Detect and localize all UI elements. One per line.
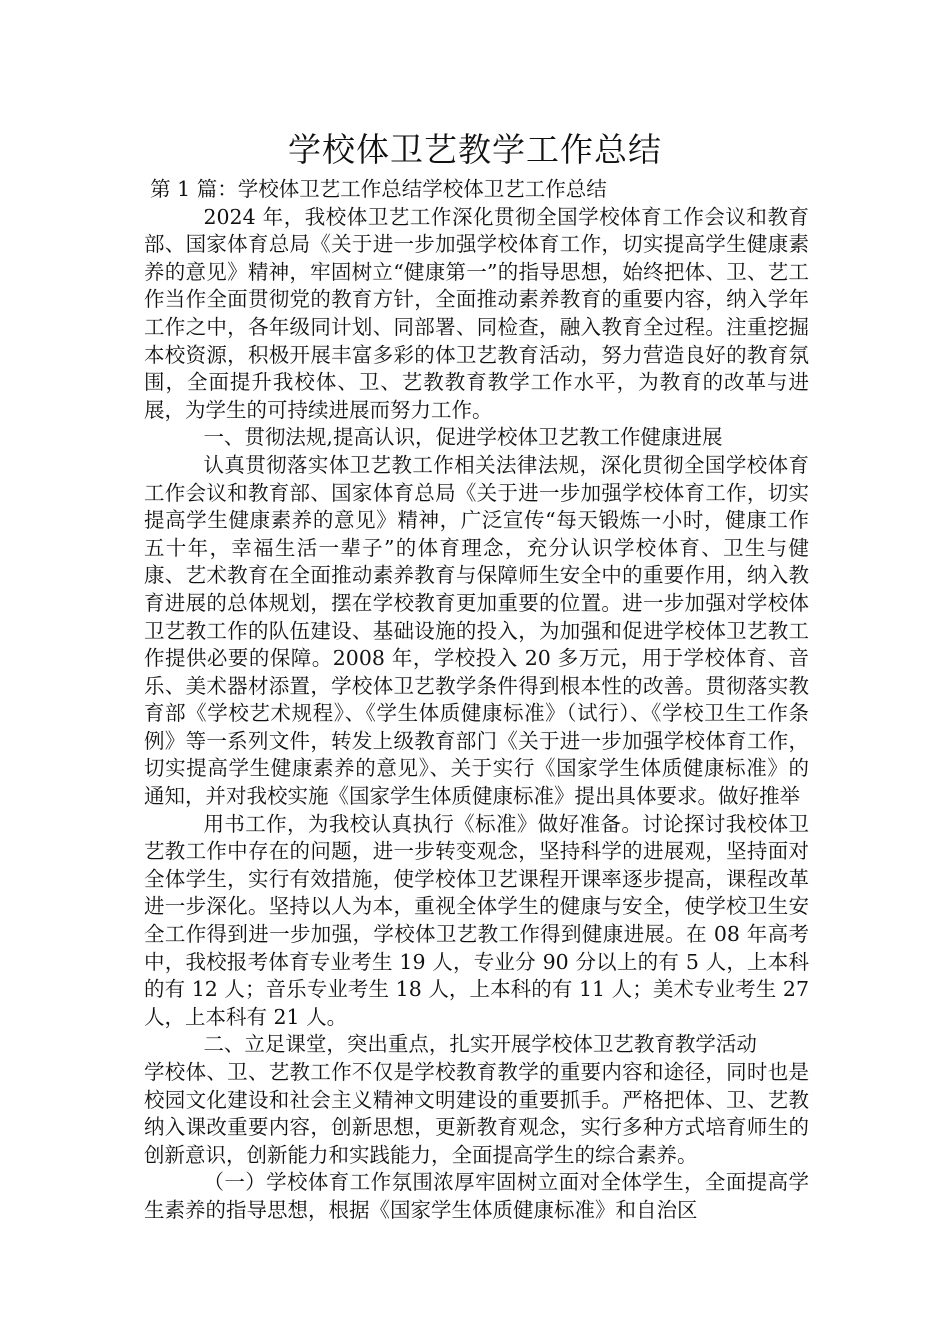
- subsection-1-paragraph: （一）学校体育工作氛围浓厚牢固树立面对全体学生，全面提高学生素养的指导思想，根据《国家学生体质健康标准》和自治区: [144, 1170, 809, 1222]
- section-1-paragraph: 认真贯彻落实体卫艺教工作相关法律法规，深化贯彻全国学校体育工作会议和教育部、国家体育总局《关于进一步加强学校体育工作，切实提高学生健康素养的意见》精神，广泛宣传“每天锻炼一小时，健康工作五十年，幸福生活一辈子”的体育理念，充分认识学校体育、卫生与健康、艺术教育在全面推动素养教育与保障师生安全中的重要作用，纳入教育进展的总体规划，摆在学校教育更加重要的位置。进一步加强对学校体卫艺教工作的队伍建设、基础设施的投入，为加强和促进学校体卫艺教工作提供必要的保障。2008 年，学校投入 20 多万元，用于学校体育、音乐、美术器材添置，学校体卫艺教学条件得到根本性的改善。贯彻落实教育部《学校艺术规程》、《学生体质健康标准》（试行）、《学校卫生工作条例》等一系列文件，转发上级教育部门《关于进一步加强学校体育工作，切实提高学生健康素养的意见》、关于实行《国家学生体质健康标准》的通知，并对我校实施《国家学生体质健康标准》提出具体要求。做好推举: [144, 452, 809, 809]
- document-title: 学校体卫艺教学工作总结: [288, 130, 662, 169]
- section-heading-1: 一、贯彻法规,提高认识，促进学校体卫艺教工作健康进展: [203, 425, 723, 450]
- section-2-paragraph: 学校体、卫、艺教工作不仅是学校教育教学的重要内容和途径，同时也是校园文化建设和社会主义精神文明建设的重要抓手。严格把体、卫、艺教纳入课改重要内容，创新思想，更新教育观念，实行多种方式培育师生的创新意识，创新能力和实践能力，全面提高学生的综合素养。: [144, 1060, 809, 1167]
- intro-paragraph: 2024 年，我校体卫艺工作深化贯彻全国学校体育工作会议和教育部、国家体育总局《关于进一步加强学校体育工作，切实提高学生健康素养的意见》精神，牢固树立“健康第一”的指导思想，始终把体、卫、艺工作当作全面贯彻党的教育方针，全面推动素养教育的重要内容，纳入学年工作之中，各年级同计划、同部署、同检查，融入教育全过程。注重挖掘本校资源，积极开展丰富多彩的体卫艺教育活动，努力营造良好的教育氛围，全面提升我校体、卫、艺教教育教学工作水平，为教育的改革与进展，为学生的可持续进展而努力工作。: [144, 204, 809, 422]
- section-heading-2: 二、立足课堂，突出重点，扎实开展学校体卫艺教育教学活动: [203, 1032, 757, 1057]
- chapter-heading: 第 1 篇：学校体卫艺工作总结学校体卫艺工作总结: [150, 177, 607, 201]
- document-body: [144, 176, 809, 1225]
- section-1-paragraph-continued: 用书工作，为我校认真执行《标准》做好准备。讨论探讨我校体卫艺教工作中存在的问题，进一步转变观念，坚持科学的进展观，坚持面对全体学生，实行有效措施，使学校体卫艺课程开课率逐步提高，课程改革进一步深化。坚持以人为本，重视全体学生的健康与安全，使学校卫生安全工作得到进一步加强，学校体卫艺教工作得到健康进展。在 08 年高考中，我校报考体育专业考生 19 人，专业分 90 分以上的有 5 人，上本科的有 12 人；音乐专业考生 18 人，上本科的有 11 人；美术专业考生 27 人，上本科有 21 人。: [144, 811, 809, 1029]
